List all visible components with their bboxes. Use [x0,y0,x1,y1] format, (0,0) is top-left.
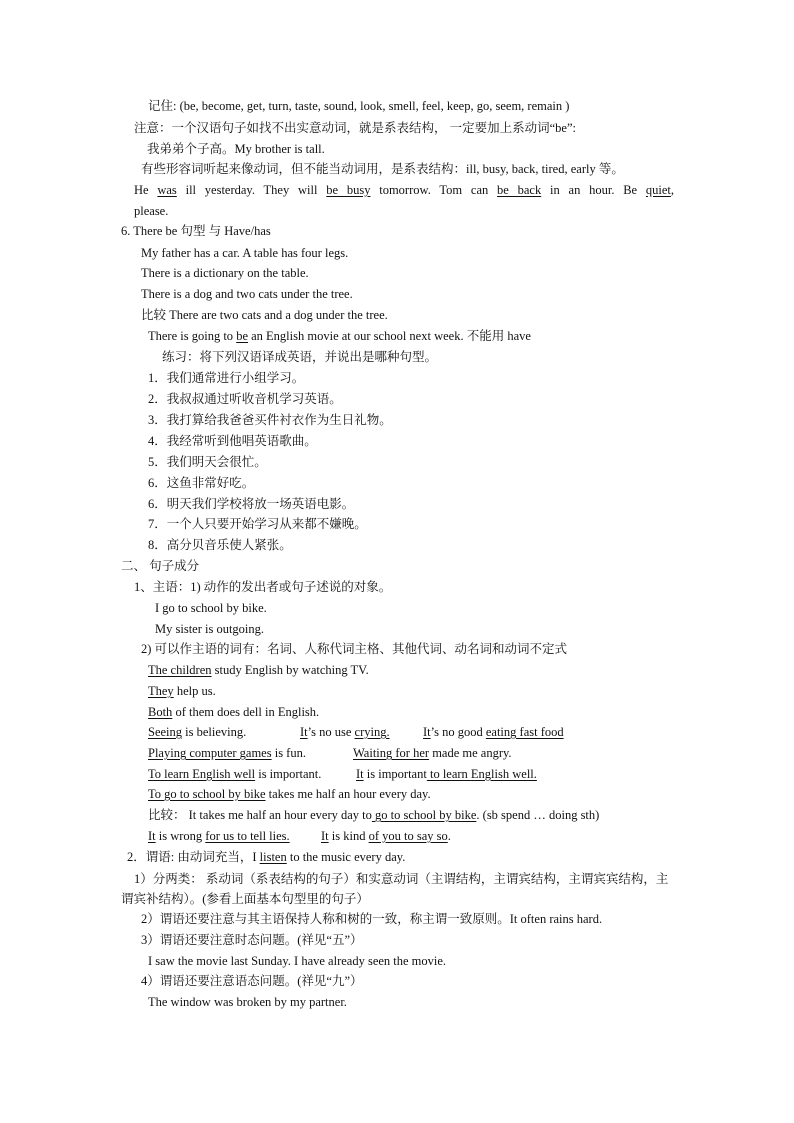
compare-takes-line: 比较： It takes me half an hour every day to go to school by bike. (sb spend … doing sth) [148,808,600,822]
predicate-definition: 2．谓语: 由动词充当，I listen to the music every day. [127,850,406,864]
remember-line: 记住: (be, become, get, turn, taste, sound, look, smell, feel, keep, go, seem, remain ) [148,99,570,113]
part-2-heading: 二、 句子成分 [121,559,200,573]
other-pronoun-example: Both of them does dell in English. [148,705,320,719]
pronoun-subject-example: They help us. [148,684,216,698]
infinitive-example-3: To go to school by bike takes me half an hour every day. [148,787,431,801]
it-is-example-2: It is kind of you to say so. [321,829,451,843]
practice-item: 6．这鱼非常好吃。 [148,476,255,490]
practice-item: 1．我们通常进行小组学习。 [148,371,305,385]
practice-item: 6．明天我们学校将放一场英语电影。 [148,497,355,511]
subject-types-line: 2) 可以作主语的词有：名词、人称代词主格、其他代词、动名词和动词不定式 [141,642,568,656]
there-be-example-2: There is a dog and two cats under the tree. [141,287,353,301]
gerund-example-1: Seeing is believing. [148,725,247,739]
have-example: My father has a car. A table has four legs. [141,246,349,260]
there-be-example-1: There is a dictionary on the table. [141,266,309,280]
gerund-example-5: Waiting for her made me angry. [353,746,512,760]
tense-note: 3）谓语还要注意时态问题。(祥见“五”） [141,933,363,947]
adjective-note: 有些形容词听起来像动词，但不能当动词用，是系表结构：ill, busy, back, tired, early 等。 [141,162,624,176]
practice-item: 2．我叔叔通过听收音机学习英语。 [148,392,342,406]
gerund-example-4: Playing computer games is fun. [148,746,306,760]
gerund-example-3: It’s no good eating fast food [423,725,564,739]
voice-note: 4）谓语还要注意语态问题。(祥见“九”） [141,974,363,988]
agreement-note: 2）谓语还要注意与其主语保持人称和树的一致，称主谓一致原则。It often rains hard. [141,912,603,926]
practice-item: 5．我们明天会很忙。 [148,455,267,469]
linking-verb-examples: He was ill yesterday. They will be busy tomorrow. Tom can be back in an hour. Be quiet, [134,183,675,197]
tall-example: 我弟弟个子高。My brother is tall. [147,142,325,156]
practice-item: 3．我打算给我爸爸买件衬衣作为生日礼物。 [148,413,392,427]
section-6-heading: 6. There be 句型 与 Have/has [121,224,271,238]
infinitive-example-2: It is important to learn English well. [356,767,537,781]
going-to-line: There is going to be an English movie at our school next week. 不能用 have [148,329,531,343]
tense-example: I saw the movie last Sunday. I have already seen the movie. [148,954,447,968]
compare-line: 比较 There are two cats and a dog under the tree. [141,308,388,322]
practice-item: 8．高分贝音乐使人紧张。 [148,538,292,552]
it-is-example-1: It is wrong for us to tell lies. [148,829,290,843]
practice-item: 4．我经常听到他唱英语歌曲。 [148,434,317,448]
gerund-example-2: It’s no use crying. [300,725,390,739]
note-line: 注意：一个汉语句子如找不出实意动词，就是系表结构， 一定要加上系动词“be”: [134,121,576,135]
subject-example-2: My sister is outgoing. [155,622,265,636]
noun-subject-example: The children study English by watching TV. [148,663,369,677]
subject-example-1: I go to school by bike. [155,601,267,615]
subject-definition: 1、主语：1) 动作的发出者或句子述说的对象。 [134,580,392,594]
practice-item: 7．一个人只要开始学习从来都不嫌晚。 [148,517,367,531]
infinitive-example-1: To learn English well is important. [148,767,322,781]
please-line: please. [134,204,169,218]
voice-example: The window was broken by my partner. [148,995,347,1009]
predicate-types: 1）分两类： 系动词（系表结构的句子）和实意动词（主谓结构，主谓宾结构，主谓宾宾结构，主谓宾补结构）。(参看上面基本句型里的句子） [121,872,669,906]
practice-heading: 练习：将下列汉语译成英语，并说出是哪种句型。 [162,350,438,364]
